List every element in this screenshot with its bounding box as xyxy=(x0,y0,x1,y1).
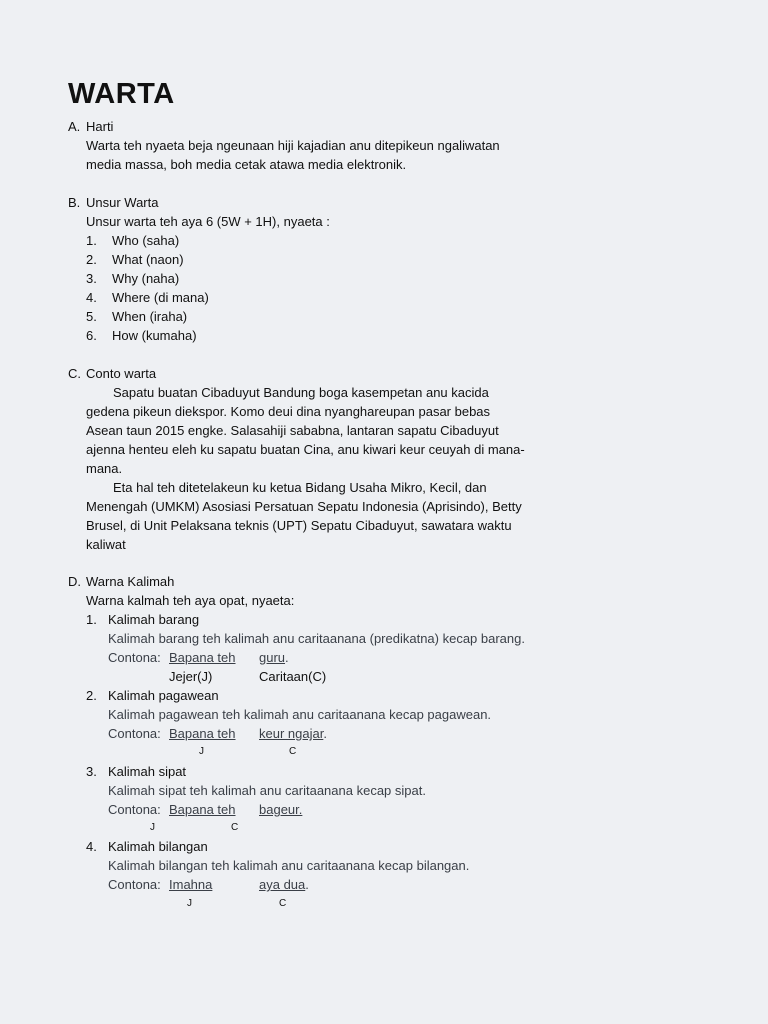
list-item-number: 5. xyxy=(86,309,97,324)
label-jejer: J xyxy=(187,898,192,909)
paragraph-line: kaliwat xyxy=(86,537,126,552)
label-jejer: J xyxy=(199,746,204,757)
list-item-number: 3. xyxy=(86,271,97,286)
paragraph-line: mana. xyxy=(86,461,123,476)
subsection-desc: Kalimah bilangan teh kalimah anu caritaanana kecap bilangan. xyxy=(108,858,470,873)
paragraph-line: Menengah (UMKM) Asosiasi Persatuan Sepatu Indonesia (Aprisindo), Betty xyxy=(86,499,522,514)
list-item-number: 4. xyxy=(86,839,97,854)
example-predicate: aya dua xyxy=(259,877,306,892)
list-item-number: 6. xyxy=(86,328,97,343)
example-subject: Bapana teh xyxy=(169,802,236,817)
example-end: . xyxy=(285,650,289,665)
example-end: . xyxy=(305,877,309,892)
list-item-number: 1. xyxy=(86,612,97,627)
label-caritaan: C xyxy=(289,746,297,757)
section-a-line: Warta teh nyaeta beja ngeunaan hiji kajadian anu ditepikeun ngaliwatan xyxy=(86,138,500,153)
section-b-intro: Unsur warta teh aya 6 (5W + 1H), nyaeta : xyxy=(86,214,330,229)
subsection-title: Kalimah bilangan xyxy=(108,839,208,854)
subsection-title: Kalimah pagawean xyxy=(108,688,219,703)
label-caritaan: Caritaan(C) xyxy=(259,669,327,684)
list-item: When (iraha) xyxy=(112,309,188,324)
paragraph-line: gedena pikeun diekspor. Komo deui dina nyanghareupan pasar bebas xyxy=(86,404,491,419)
subsection-desc: Kalimah pagawean teh kalimah anu caritaanana kecap pagawean. xyxy=(108,707,492,722)
paragraph-line: Eta hal teh ditetelakeun ku ketua Bidang Usaha Mikro, Kecil, dan xyxy=(113,480,487,495)
example-label: Contona: xyxy=(108,802,161,817)
list-item-number: 2. xyxy=(86,688,97,703)
subsection-title: Kalimah sipat xyxy=(108,764,187,779)
example-predicate: guru xyxy=(259,650,286,665)
label-jejer: Jejer(J) xyxy=(169,669,213,684)
list-item: How (kumaha) xyxy=(112,328,197,343)
example-predicate: bageur. xyxy=(259,802,303,817)
subsection-desc: Kalimah sipat teh kalimah anu caritaanana kecap sipat. xyxy=(108,783,426,798)
example-label: Contona: xyxy=(108,650,161,665)
example-subject: Imahna xyxy=(169,877,213,892)
paragraph-line: ajenna henteu eleh ku sapatu buatan Cina, anu kiwari keur ceuyah di mana- xyxy=(86,442,525,457)
list-item-number: 1. xyxy=(86,233,97,248)
page-title: WARTA xyxy=(68,78,175,110)
example-end: . xyxy=(323,726,327,741)
example-label: Contona: xyxy=(108,726,161,741)
section-d-intro: Warna kalmah teh aya opat, nyaeta: xyxy=(86,593,295,608)
list-item-number: 2. xyxy=(86,252,97,267)
section-a-line: media massa, boh media cetak atawa media elektronik. xyxy=(86,157,407,172)
list-item: Who (saha) xyxy=(112,233,180,248)
section-a-letter: A. xyxy=(68,119,81,134)
section-a-heading: Harti xyxy=(86,119,114,134)
list-item-number: 4. xyxy=(86,290,97,305)
example-subject: Bapana teh xyxy=(169,726,236,741)
label-jejer: J xyxy=(150,822,155,833)
list-item: What (naon) xyxy=(112,252,184,267)
section-c-heading: Conto warta xyxy=(86,366,157,381)
list-item-number: 3. xyxy=(86,764,97,779)
list-item: Why (naha) xyxy=(112,271,180,286)
paragraph-line: Sapatu buatan Cibaduyut Bandung boga kasempetan anu kacida xyxy=(113,385,489,400)
section-b-letter: B. xyxy=(68,195,81,210)
example-label: Contona: xyxy=(108,877,161,892)
label-caritaan: C xyxy=(279,898,287,909)
label-caritaan: C xyxy=(231,822,239,833)
example-subject: Bapana teh xyxy=(169,650,236,665)
section-b-heading: Unsur Warta xyxy=(86,195,159,210)
section-d-heading: Warna Kalimah xyxy=(86,574,175,589)
section-d-letter: D. xyxy=(68,574,81,589)
subsection-desc: Kalimah barang teh kalimah anu caritaanana (predikatna) kecap barang. xyxy=(108,631,525,646)
subsection-title: Kalimah barang xyxy=(108,612,200,627)
paragraph-line: Brusel, di Unit Pelaksana teknis (UPT) Sepatu Cibaduyut, sawatara waktu xyxy=(86,518,512,533)
example-predicate: keur ngajar xyxy=(259,726,324,741)
list-item: Where (di mana) xyxy=(112,290,209,305)
section-c-letter: C. xyxy=(68,366,81,381)
paragraph-line: Asean taun 2015 engke. Salasahiji sababna, lantaran sapatu Cibaduyut xyxy=(86,423,499,438)
